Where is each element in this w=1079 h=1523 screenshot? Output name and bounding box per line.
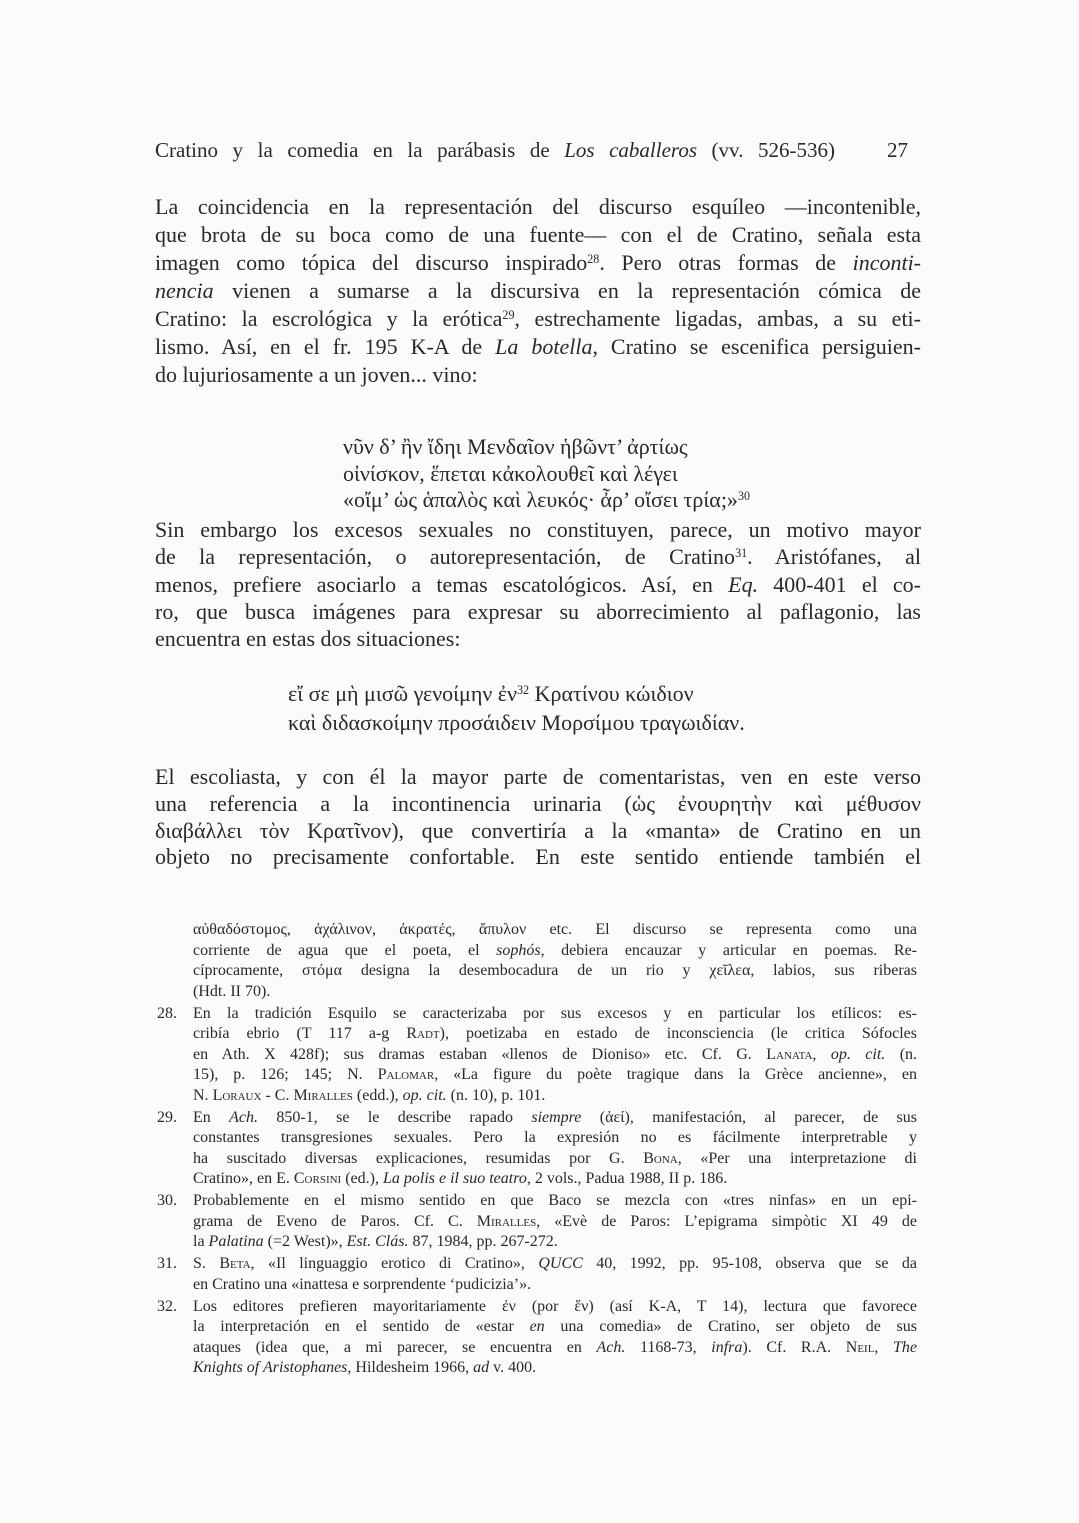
text-run: (n. 10), p. 101. bbox=[446, 1086, 546, 1104]
running-header bbox=[155, 136, 908, 164]
text-run: lismo. Así, en el fr. 195 K-A de bbox=[155, 334, 496, 359]
text-run: (vv. 526-536) bbox=[697, 138, 835, 162]
text-run: ). Cf. R.A. bbox=[742, 1338, 846, 1356]
paragraph-3 bbox=[155, 764, 921, 871]
text-line bbox=[193, 920, 917, 941]
text-run: S. bbox=[193, 1255, 220, 1272]
text-run: Probablemente en el mismo sentido en que Baco se mezcla con «tres ninfas» en un epi- bbox=[193, 1192, 917, 1209]
footnote-text bbox=[193, 1297, 917, 1379]
text-run: , Hildesheim 1966, bbox=[347, 1359, 474, 1376]
text-run: La coincidencia en la representación del discurso esquíleo —incontenible, bbox=[155, 194, 921, 219]
text-run: , bbox=[812, 1045, 831, 1063]
verse-line bbox=[343, 434, 750, 461]
text-run: constantes transgresiones sexuales. Pero la expresión no es fácilmente interpretrable y bbox=[193, 1129, 917, 1146]
text-line bbox=[193, 1004, 917, 1025]
italic-term: inconti- bbox=[852, 250, 922, 275]
paragraph-2 bbox=[155, 516, 921, 652]
greek-verse-quote-2 bbox=[288, 679, 745, 737]
text-run: Κρατίνου κώιδιον bbox=[529, 681, 694, 706]
text-line bbox=[155, 305, 921, 333]
text-line bbox=[193, 1232, 917, 1253]
text-run: una referencia a la incontinencia urinaria (ὡς ἐνουρητὴν καὶ μέθυσον bbox=[155, 790, 921, 816]
text-run: en Cratino una «inattesa e sorprendente ‘pudicizia’». bbox=[193, 1275, 532, 1293]
text-run: «οἴμ’ ὡς ἁπαλὸς καὶ λευκός· ἆρ’ οἴσει τρία;» bbox=[343, 487, 738, 512]
text-line bbox=[193, 941, 917, 962]
verse-line bbox=[343, 461, 750, 488]
footnote-text bbox=[193, 920, 917, 1002]
text-line bbox=[193, 1149, 917, 1170]
text-line bbox=[193, 1086, 917, 1107]
text-run: (n. bbox=[885, 1045, 918, 1063]
text-run: καὶ διδασκοίμην προσάιδειν Μορσίμου τραγωιδίαν. bbox=[288, 710, 745, 735]
text-line bbox=[193, 1254, 917, 1275]
text-run: ha suscitado diversas explicaciones, resumidas por G. bbox=[193, 1149, 644, 1167]
paragraph-1 bbox=[155, 193, 921, 389]
author-name: Lanata bbox=[766, 1045, 813, 1063]
text-run: εἴ σε μὴ μισῶ γενοίμην ἐν bbox=[288, 681, 517, 706]
text-run: la bbox=[193, 1233, 209, 1250]
footnote-ref-32: 32 bbox=[517, 682, 530, 697]
text-run: Cratino y la comedia en la parábasis de bbox=[155, 138, 565, 162]
text-run: (=2 West)», bbox=[263, 1233, 347, 1250]
text-line bbox=[155, 543, 921, 570]
italic-term: infra bbox=[711, 1338, 743, 1356]
text-line bbox=[193, 1338, 917, 1359]
work-abbreviation: Ach. bbox=[229, 1108, 259, 1126]
journal-title: QUCC bbox=[538, 1255, 583, 1272]
text-run: , estrechamente ligadas, ambas, a su eti- bbox=[514, 306, 921, 331]
text-line bbox=[193, 1358, 917, 1379]
text-run: νῦν δ’ ἢν ἴδηι Μενδαῖον ἡβῶντ’ ἀρτίως bbox=[343, 434, 688, 459]
text-run: vienen a sumarse a la discursiva en la representación cómica de bbox=[213, 278, 921, 303]
text-run: 1168-73, bbox=[625, 1338, 712, 1356]
author-name: Loraux bbox=[212, 1086, 262, 1104]
text-line bbox=[193, 1297, 917, 1318]
text-run: , «Il linguaggio erotico di Cratino», bbox=[250, 1255, 539, 1272]
footnote-number: 30. bbox=[157, 1192, 177, 1209]
work-title: Palatina bbox=[208, 1233, 264, 1250]
text-line bbox=[193, 1169, 917, 1190]
text-run: de la representación, o autorepresentación, de Cratino bbox=[155, 544, 736, 570]
footnote-text bbox=[193, 1108, 917, 1190]
text-line bbox=[193, 982, 917, 1003]
text-line bbox=[193, 1024, 917, 1045]
text-line bbox=[193, 1191, 917, 1212]
text-run: , Cratino se escenifica persiguien- bbox=[592, 334, 922, 359]
text-run: N. bbox=[193, 1086, 213, 1104]
footnote-ref-30: 30 bbox=[737, 488, 751, 503]
footnote-number: 32. bbox=[157, 1297, 177, 1315]
text-line bbox=[155, 516, 921, 543]
footnote-continuation bbox=[157, 920, 917, 1002]
text-line bbox=[155, 361, 921, 389]
text-run: la interpretación en el sentido de «estar bbox=[193, 1318, 530, 1335]
author-name: Neil bbox=[845, 1338, 875, 1356]
text-run: , «La figure du poète tragique dans la Grèce ancienne», en bbox=[434, 1066, 917, 1083]
author-name: Palomar bbox=[377, 1066, 435, 1083]
footnote-ref-28: 28 bbox=[587, 251, 600, 266]
italic-term: en bbox=[529, 1318, 545, 1335]
text-line bbox=[155, 818, 921, 845]
text-run: , debiera encauzar y articular en poemas. Re- bbox=[540, 941, 917, 959]
text-line bbox=[155, 249, 921, 277]
footnote-text bbox=[193, 1191, 917, 1253]
author-name: Radt bbox=[406, 1025, 440, 1042]
running-title bbox=[155, 136, 835, 164]
text-run: una comedia» de Cratino, ser objeto de sus bbox=[544, 1318, 918, 1335]
text-line bbox=[155, 277, 921, 305]
footnote-number: 28. bbox=[157, 1004, 177, 1022]
work-abbreviation: Ach. bbox=[596, 1338, 626, 1356]
text-line bbox=[155, 193, 921, 221]
footnote-30 bbox=[157, 1191, 917, 1253]
text-line bbox=[155, 791, 921, 818]
footnote-ref-29: 29 bbox=[502, 307, 515, 322]
italic-term: nencia bbox=[155, 278, 214, 303]
footnote-number: 29. bbox=[157, 1108, 177, 1126]
text-run: en Ath. X 428f); sus dramas estaban «llenos de Dioniso» etc. Cf. G. bbox=[193, 1045, 767, 1063]
text-run: Sin embargo los excesos sexuales no constituyen, parece, un motivo mayor bbox=[155, 517, 921, 542]
text-run: que brota de su boca como de una fuente— con el de Cratino, señala esta bbox=[155, 222, 921, 247]
work-title: La polis e il suo teatro bbox=[382, 1170, 527, 1187]
author-name: Bona bbox=[643, 1149, 678, 1167]
text-run: ), poetizaba en estado de inconsciencia (le critica Sófocles bbox=[439, 1025, 918, 1042]
text-line bbox=[193, 1212, 917, 1233]
journal-title: Est. Clás. bbox=[346, 1233, 409, 1250]
verse-line bbox=[343, 487, 750, 514]
text-run: imagen como tópica del discurso inspirado bbox=[155, 250, 588, 275]
page-number: 27 bbox=[887, 138, 908, 162]
footnote-ref-31: 31 bbox=[735, 546, 748, 561]
text-line bbox=[193, 1317, 917, 1338]
text-line bbox=[193, 1108, 917, 1129]
work-title: Los caballeros bbox=[564, 138, 697, 162]
text-line bbox=[155, 571, 921, 598]
text-run: (edd.), bbox=[352, 1086, 403, 1104]
text-run: En bbox=[193, 1108, 230, 1126]
work-abbreviation: Eq. bbox=[728, 571, 759, 597]
text-run: 15), p. 126; 145; N. bbox=[193, 1066, 378, 1083]
author-name: Miralles bbox=[476, 1212, 537, 1230]
work-title: Knights of Aristophanes bbox=[193, 1359, 348, 1376]
footnote-31 bbox=[157, 1254, 917, 1295]
text-run: , «Per una interpretazione di bbox=[677, 1149, 917, 1167]
work-title: La botella bbox=[495, 334, 593, 359]
italic-term: siempre bbox=[531, 1108, 582, 1126]
text-line bbox=[155, 844, 921, 871]
footnote-text bbox=[193, 1254, 917, 1295]
text-run: corriente de agua que el poeta, el bbox=[193, 941, 497, 959]
text-run: 40, 1992, pp. 95-108, observa que se da bbox=[582, 1255, 917, 1272]
text-line bbox=[193, 1275, 917, 1296]
text-run: v. 400. bbox=[489, 1359, 537, 1376]
italic-term: ad bbox=[473, 1359, 490, 1376]
text-run: οἰνίσκον, ἕπεται κἀκολουθεῖ καὶ λέγει bbox=[343, 460, 678, 486]
text-run: , bbox=[874, 1338, 894, 1356]
text-run: , «Evè de Paros: L’epigrama simpòtic XI 49 de bbox=[536, 1212, 917, 1230]
verse-line bbox=[288, 679, 745, 708]
text-run: En la tradición Esquilo se caracterizaba por sus excesos y en particular los etílicos: es- bbox=[193, 1004, 917, 1022]
text-run: , 2 vols., Padua 1988, II p. 186. bbox=[526, 1170, 728, 1187]
text-run: ro, que busca imágenes para expresar su aborrecimiento al paflagonio, las bbox=[155, 598, 921, 624]
text-run: objeto no precisamente confortable. En este sentido entiende también el bbox=[155, 844, 921, 870]
text-run: (Hdt. II 70). bbox=[193, 982, 271, 1000]
text-run: El escoliasta, y con él la mayor parte de comentaristas, ven en este verso bbox=[155, 764, 921, 789]
author-name: Beta bbox=[219, 1255, 251, 1272]
text-run: do lujuriosamente a un joven... vino: bbox=[155, 362, 478, 387]
italic-term: op. cit. bbox=[830, 1045, 886, 1063]
italic-term: sophós bbox=[496, 941, 541, 959]
text-run: . Aristófanes, al bbox=[747, 544, 921, 570]
text-line bbox=[193, 1045, 917, 1066]
greek-verse-quote-1 bbox=[343, 434, 750, 514]
text-line bbox=[155, 625, 921, 652]
text-run: encuentra en estas dos situaciones: bbox=[155, 626, 461, 652]
text-run: (ἀεί), manifestación, al parecer, de sus bbox=[581, 1108, 917, 1126]
text-run: 400-401 el co- bbox=[758, 571, 921, 597]
text-run: Los editores prefieren mayoritariamente ἐν (por ἕν) (así K-A, T 14), lectura que favorece bbox=[193, 1297, 918, 1315]
text-run: cribía ebrio (T 117 a-g bbox=[193, 1025, 407, 1042]
text-run: - C. bbox=[261, 1086, 294, 1104]
text-run: αὐθαδόστομος, ἀχάλινον, ἀκρατές, ἄπυλον etc. El discurso se representa como una bbox=[193, 921, 917, 938]
text-line bbox=[155, 333, 921, 361]
footnote-number: 31. bbox=[157, 1255, 177, 1272]
italic-term: op. cit. bbox=[402, 1086, 447, 1104]
text-line bbox=[155, 221, 921, 249]
text-line bbox=[193, 1128, 917, 1149]
text-run: (ed.), bbox=[341, 1170, 383, 1187]
text-line bbox=[193, 961, 917, 982]
text-line bbox=[193, 1065, 917, 1086]
footnote-28 bbox=[157, 1004, 917, 1107]
text-run: grama de Eveno de Paros. Cf. C. bbox=[193, 1212, 477, 1230]
author-name: Miralles bbox=[293, 1086, 353, 1104]
text-run: menos, prefiere asociarlo a temas escatológicos. Así, en bbox=[155, 571, 729, 597]
author-name: Corsini bbox=[293, 1170, 342, 1187]
text-run: 850-1, se le describe rapado bbox=[258, 1108, 532, 1126]
work-title: The bbox=[893, 1338, 918, 1356]
verse-line bbox=[288, 708, 745, 737]
footnotes bbox=[157, 920, 917, 1379]
footnote-29 bbox=[157, 1108, 917, 1190]
text-run: Cratino», en E. bbox=[193, 1170, 294, 1187]
text-line bbox=[155, 764, 921, 791]
text-run: Cratino: la escrológica y la erótica bbox=[155, 306, 503, 331]
text-line bbox=[155, 598, 921, 625]
text-run: cíprocamente, στόμα designa la desembocadura de un rio y χεῖλεα, labios, sus riberas bbox=[193, 962, 917, 979]
text-run: διαβάλλει τὸν Κρατῖνον), que convertiría a la «manta» de Cratino en un bbox=[155, 817, 921, 843]
footnote-text bbox=[193, 1004, 917, 1107]
footnote-32 bbox=[157, 1297, 917, 1379]
text-run: . Pero otras formas de bbox=[599, 250, 853, 275]
text-run: 87, 1984, pp. 267-272. bbox=[408, 1233, 558, 1250]
text-run: ataques (idea que, a mi parecer, se encuentra en bbox=[193, 1338, 597, 1356]
